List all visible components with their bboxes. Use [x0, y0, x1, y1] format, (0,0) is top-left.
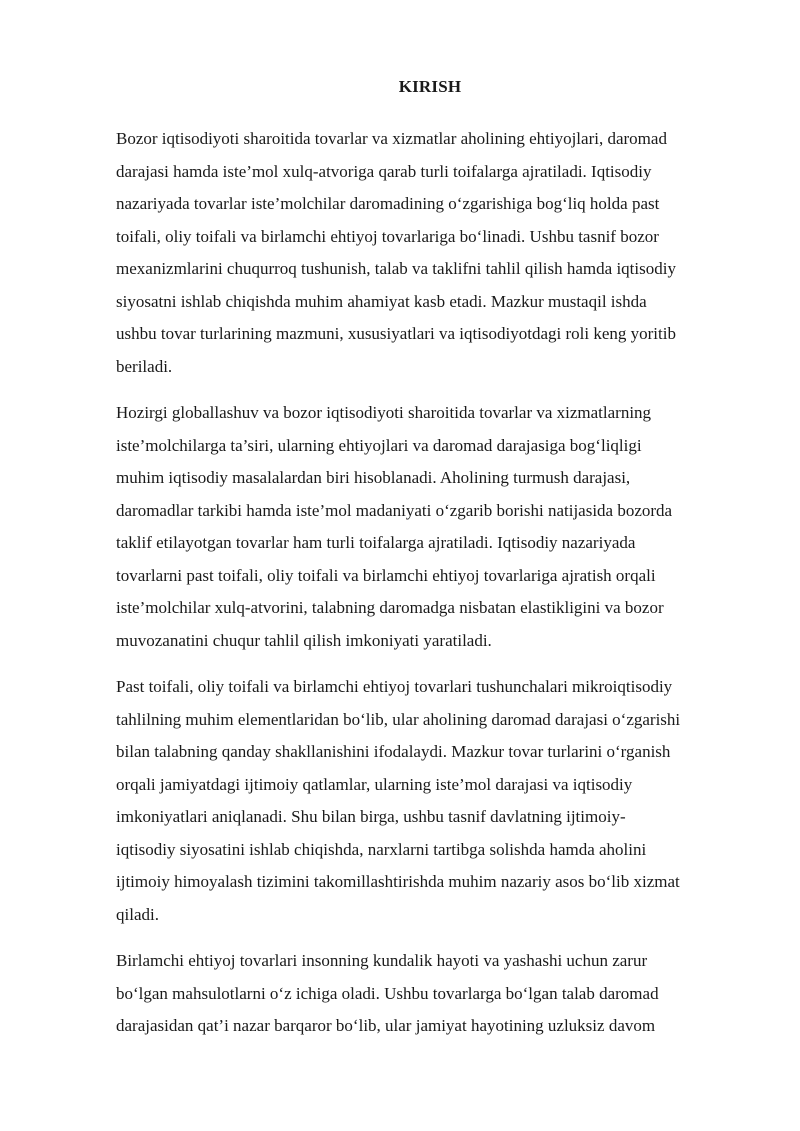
text-line: imkoniyatlari aniqlanadi. Shu bilan birga, ushbu tasnif davlatning ijtimoiy- — [116, 807, 626, 826]
text-line: ijtimoiy himoyalash tizimini takomillashtirishda muhim nazariy asos bo‘lib xizmat — [116, 872, 680, 891]
text-line: toifali, oliy toifali va birlamchi ehtiyoj tovarlariga bo‘linadi. Ushbu tasnif bozor — [116, 226, 659, 246]
paragraph-4 — [116, 945, 740, 1043]
paragraph-3 — [116, 671, 740, 931]
text-line: darajasi hamda iste’mol xulq-atvoriga qarab turli toifalarga ajratiladi. Iqtisodiy — [116, 161, 652, 181]
text-line: bilan talabning qanday shakllanishini ifodalaydi. Mazkur tovar turlarini o‘rganish — [116, 742, 671, 761]
text-line: ushbu tovar turlarining mazmuni, xususiyatlari va iqtisodiyotdagi roli keng yoritib — [116, 324, 676, 343]
text-line: Past toifali, oliy toifali va birlamchi ehtiyoj tovarlari tushunchalari mikroiqtisodiy — [116, 677, 673, 696]
page-title: KIRISH — [398, 77, 462, 96]
text-line: tovarlarni past toifali, oliy toifali va birlamchi ehtiyoj tovarlariga ajratish orqali — [116, 565, 656, 585]
text-line: Birlamchi ehtiyoj tovarlari insonning kundalik hayoti va yashashi uchun zarur — [116, 951, 648, 970]
text-line: muhim iqtisodiy masalalardan biri hisoblanadi. Aholining turmush darajasi, — [116, 468, 631, 487]
text-line: Hozirgi globallashuv va bozor iqtisodiyoti sharoitida tovarlar va xizmatlarning — [116, 403, 652, 422]
document-body — [116, 123, 740, 1057]
text-line: siyosatni ishlab chiqishda muhim ahamiyat kasb etadi. Mazkur mustaqil ishda — [116, 291, 647, 311]
text-line: tahlilning muhim elementlaridan bo‘lib, ular aholining daromad darajasi o‘zgarishi — [116, 709, 681, 729]
text-line: daromadlar tarkibi hamda iste’mol madaniyati o‘zgarib borishi natijasida bozorda — [116, 500, 673, 520]
text-line: mexanizmlarini chuqurroq tushunish, talab va taklifni tahlil qilish hamda iqtisodiy — [116, 259, 676, 278]
text-line: darajasidan qat’i nazar barqaror bo‘lib, ular jamiyat hayotining uzluksiz davom — [116, 1016, 656, 1035]
text-line: Bozor iqtisodiyoti sharoitida tovarlar va xizmatlar aholining ehtiyojlari, daromad — [116, 129, 667, 148]
text-line: muvozanatini chuqur tahlil qilish imkoniyati yaratiladi. — [116, 630, 492, 650]
text-line: iste’molchilar xulq-atvorini, talabning daromadga nisbatan elastikligini va bozor — [116, 598, 664, 617]
text-line: qiladi. — [116, 904, 159, 924]
text-line: beriladi. — [116, 356, 173, 376]
text-line: iqtisodiy siyosatini ishlab chiqishda, narxlarni tartibga solishda hamda aholini — [116, 839, 647, 859]
text-line: iste’molchilarga ta’siri, ularning ehtiyojlari va daromad darajasiga bog‘liqligi — [116, 435, 642, 455]
text-line: nazariyada tovarlar iste’molchilar daromadining o‘zgarishiga bog‘liq holda past — [116, 194, 660, 213]
paragraph-2 — [116, 397, 740, 657]
text-line: orqali jamiyatdagi ijtimoiy qatlamlar, ularning iste’mol darajasi va iqtisodiy — [116, 774, 633, 794]
paragraph-1 — [116, 123, 740, 383]
text-line: bo‘lgan mahsulotlarni o‘z ichiga oladi. Ushbu tovarlarga bo‘lgan talab daromad — [116, 983, 659, 1003]
text-line: taklif etilayotgan tovarlar ham turli toifalarga ajratiladi. Iqtisodiy nazariyada — [116, 533, 636, 552]
